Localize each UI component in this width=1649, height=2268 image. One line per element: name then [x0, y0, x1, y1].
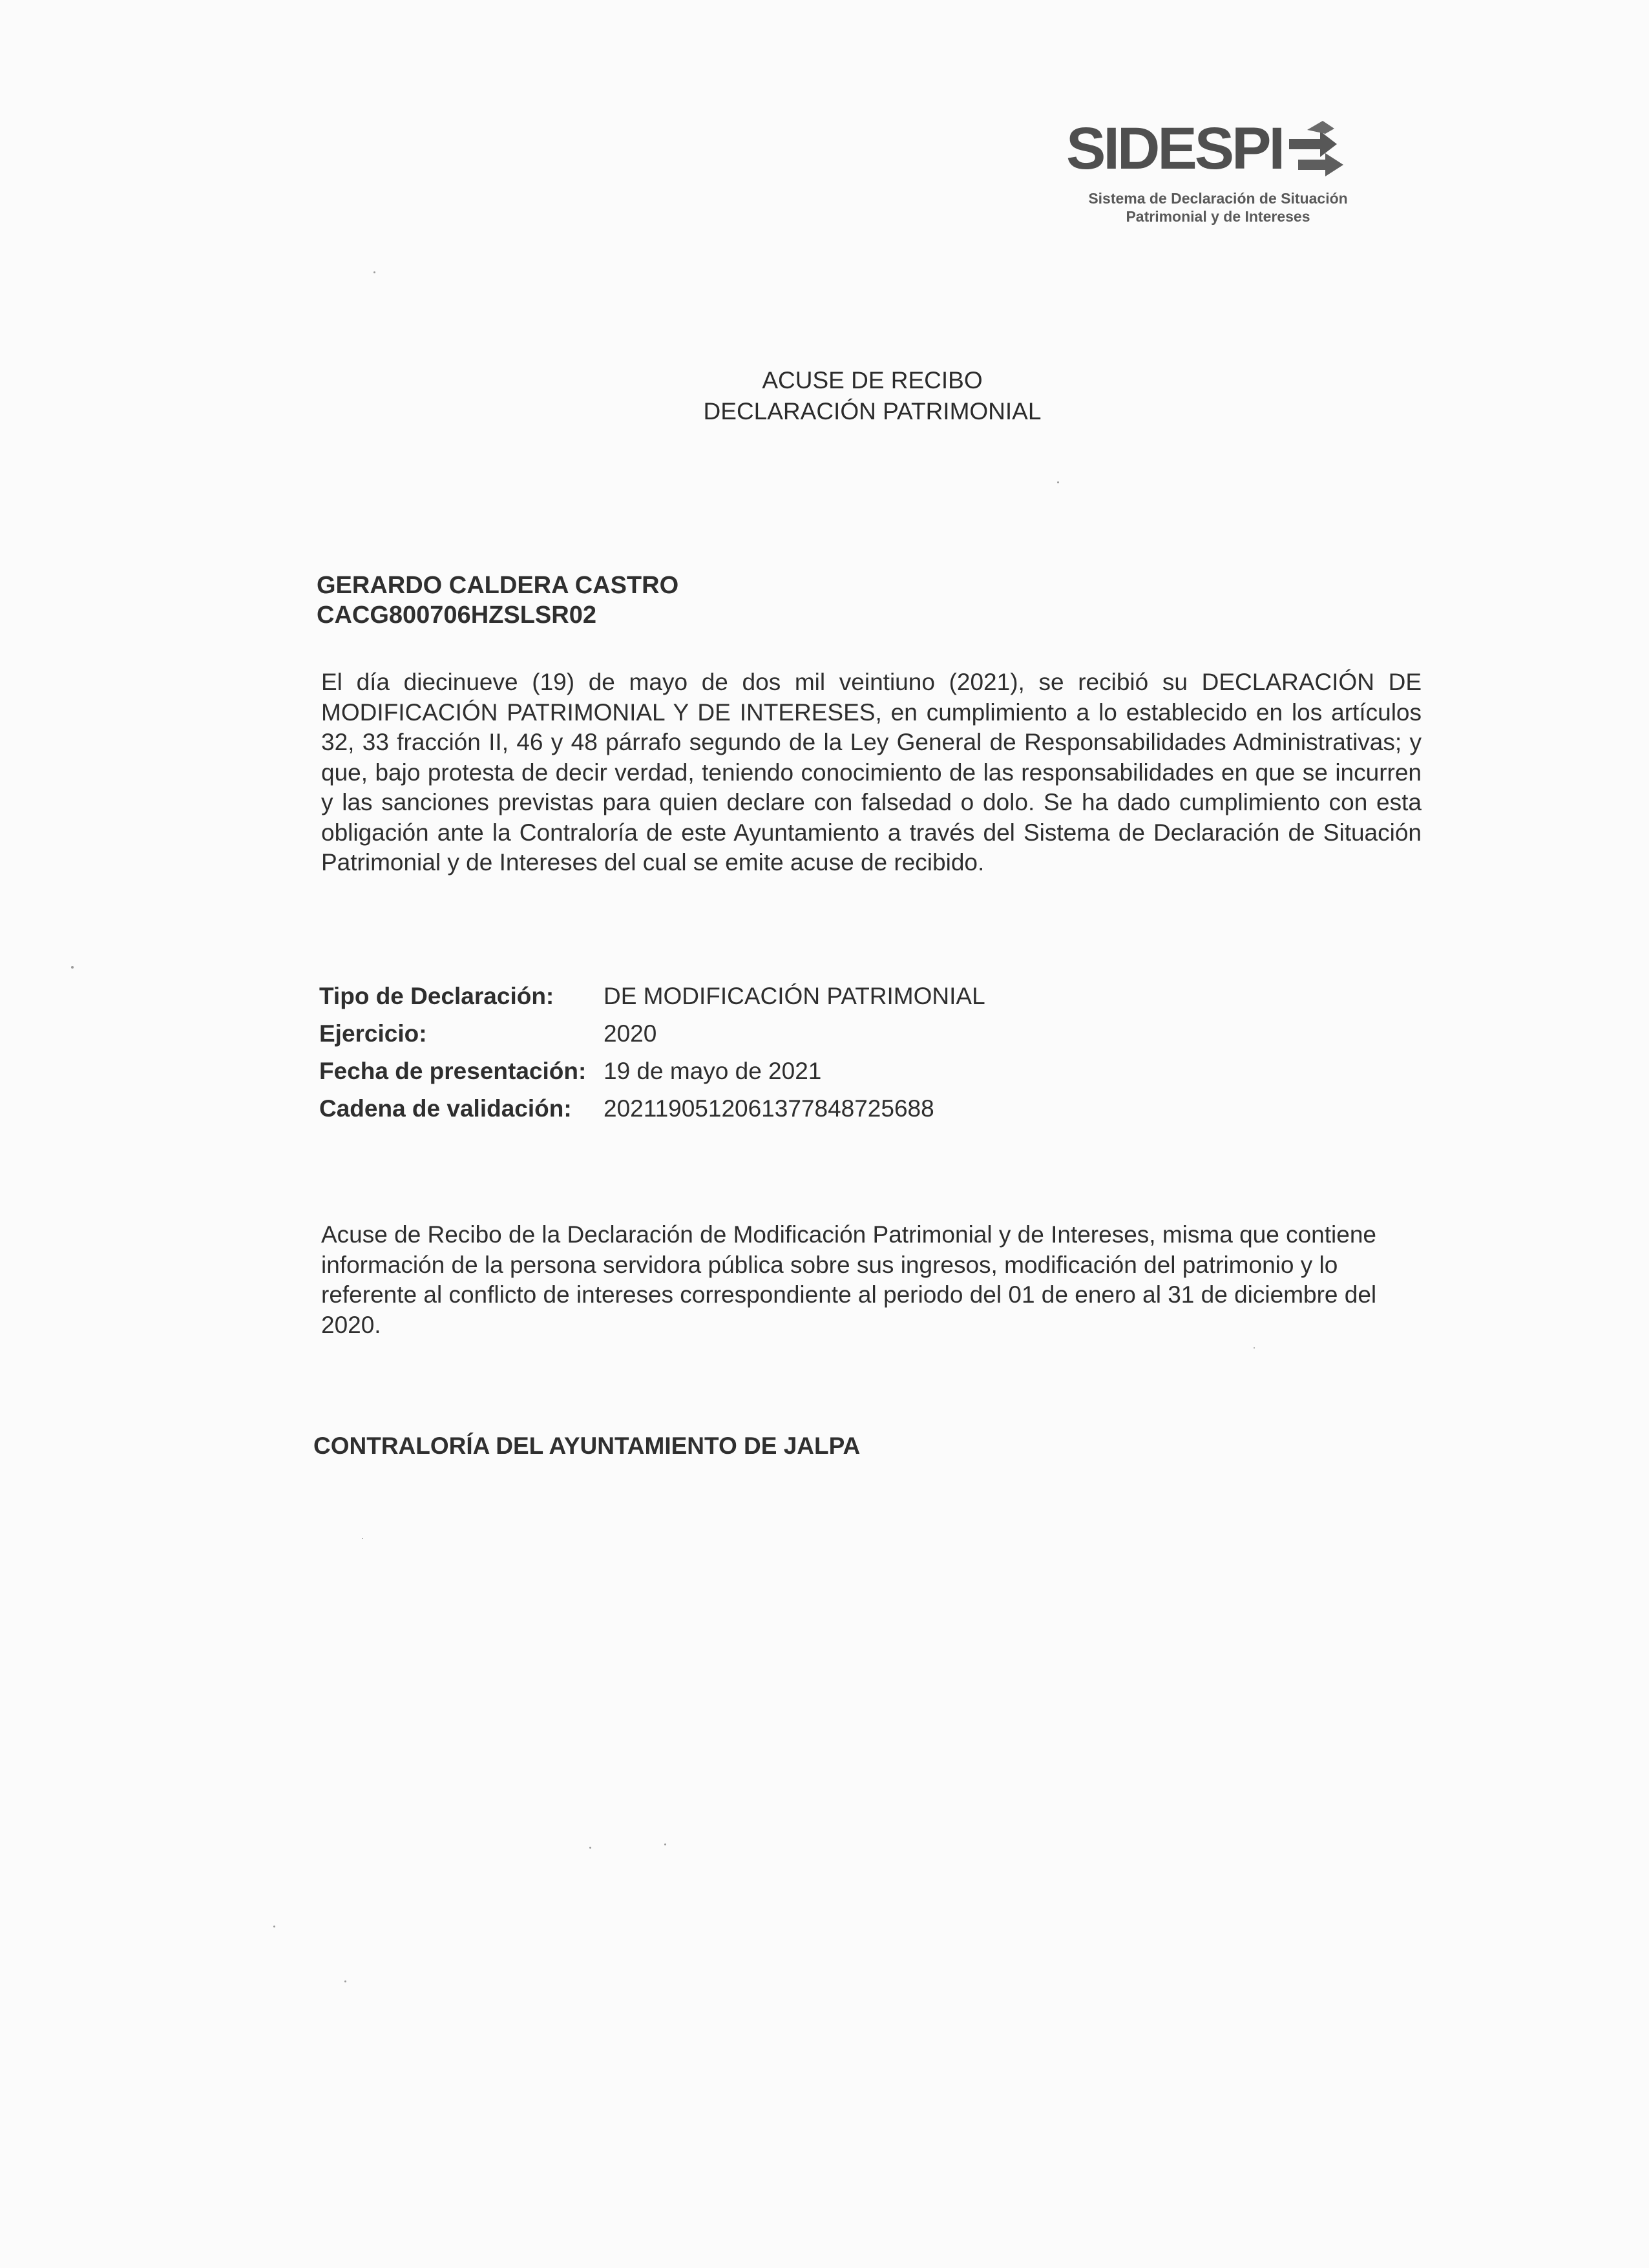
detail-row-tipo: [319, 978, 985, 1015]
detail-value: DE MODIFICACIÓN PATRIMONIAL: [604, 983, 985, 1009]
detail-row-ejercicio: [319, 1015, 985, 1053]
detail-value: 19 de mayo de 2021: [604, 1058, 822, 1084]
detail-label: Ejercicio:: [319, 1020, 427, 1047]
scan-speck: [664, 1843, 666, 1845]
declaration-details: [319, 978, 985, 1128]
logo-mark: [1066, 116, 1347, 182]
detail-value: 2020: [604, 1020, 657, 1047]
double-arrow-icon: [1285, 120, 1347, 178]
declarant-rfc: CACG800706HZSLSR02: [317, 602, 596, 629]
logo-subtitle-line1: Sistema de Declaración de Situación: [1088, 190, 1348, 207]
scan-speck: [373, 271, 375, 273]
scan-speck: [273, 1926, 275, 1927]
scan-speck: [589, 1847, 591, 1849]
detail-label: Tipo de Declaración:: [319, 983, 554, 1009]
organization-signature: CONTRALORÍA DEL AYUNTAMIENTO DE JALPA: [313, 1433, 861, 1459]
declarant-name: GERARDO CALDERA CASTRO: [317, 572, 679, 599]
closing-paragraph: Acuse de Recibo de la Declaración de Modificación Patrimonial y de Intereses, misma que contiene información de la persona servidora pública sobre sus ingresos, modificación del patrimonio y lo referente al conflicto de intereses correspondiente al periodo del 01 de enero al 31 de diciembre del 2020.: [321, 1221, 1377, 1338]
scan-speck: [1254, 1347, 1255, 1349]
sidespi-logo: [1060, 107, 1370, 236]
scan-speck: [344, 1980, 346, 1982]
scan-speck: [362, 1538, 363, 1539]
scan-speck: [71, 966, 74, 969]
detail-row-cadena: [319, 1090, 985, 1128]
intro-paragraph: El día diecinueve (19) de mayo de dos mil veintiuno (2021), se recibió su DECLARACIÓN DE MODIFICACIÓN PATRIMONIAL Y DE INTERESES, en cumplimiento a lo establecido en los artículos 32, 33 fracción II, 46 y 48 párrafo segundo de la Ley General de Responsabilidades Administrativas; y que, bajo protesta de decir verdad, teniendo conocimiento de las responsabilidades en que se incurren y las sanciones previstas para quien declare con falsedad o dolo. Se ha dado cumplimiento con esta obligación ante la Contraloría de este Ayuntamiento a través del Sistema de Declaración de Situación Patrimonial y de Intereses del cual se emite acuse de recibido.: [321, 669, 1422, 876]
detail-label: Fecha de presentación:: [319, 1058, 587, 1084]
logo-subtitle-line2: Patrimonial y de Intereses: [1126, 208, 1310, 225]
scan-speck: [1057, 481, 1059, 483]
document-title: [0, 365, 1649, 427]
title-line2: DECLARACIÓN PATRIMONIAL: [703, 398, 1042, 425]
logo-subtitle: [1066, 189, 1370, 226]
title-line1: ACUSE DE RECIBO: [762, 367, 983, 394]
logo-wordmark: SIDESPI: [1066, 116, 1283, 182]
detail-label: Cadena de validación:: [319, 1095, 572, 1122]
declarant-block: [317, 571, 678, 630]
detail-row-fecha: [319, 1053, 985, 1090]
detail-value: 20211905120613778487256​88: [604, 1095, 934, 1122]
